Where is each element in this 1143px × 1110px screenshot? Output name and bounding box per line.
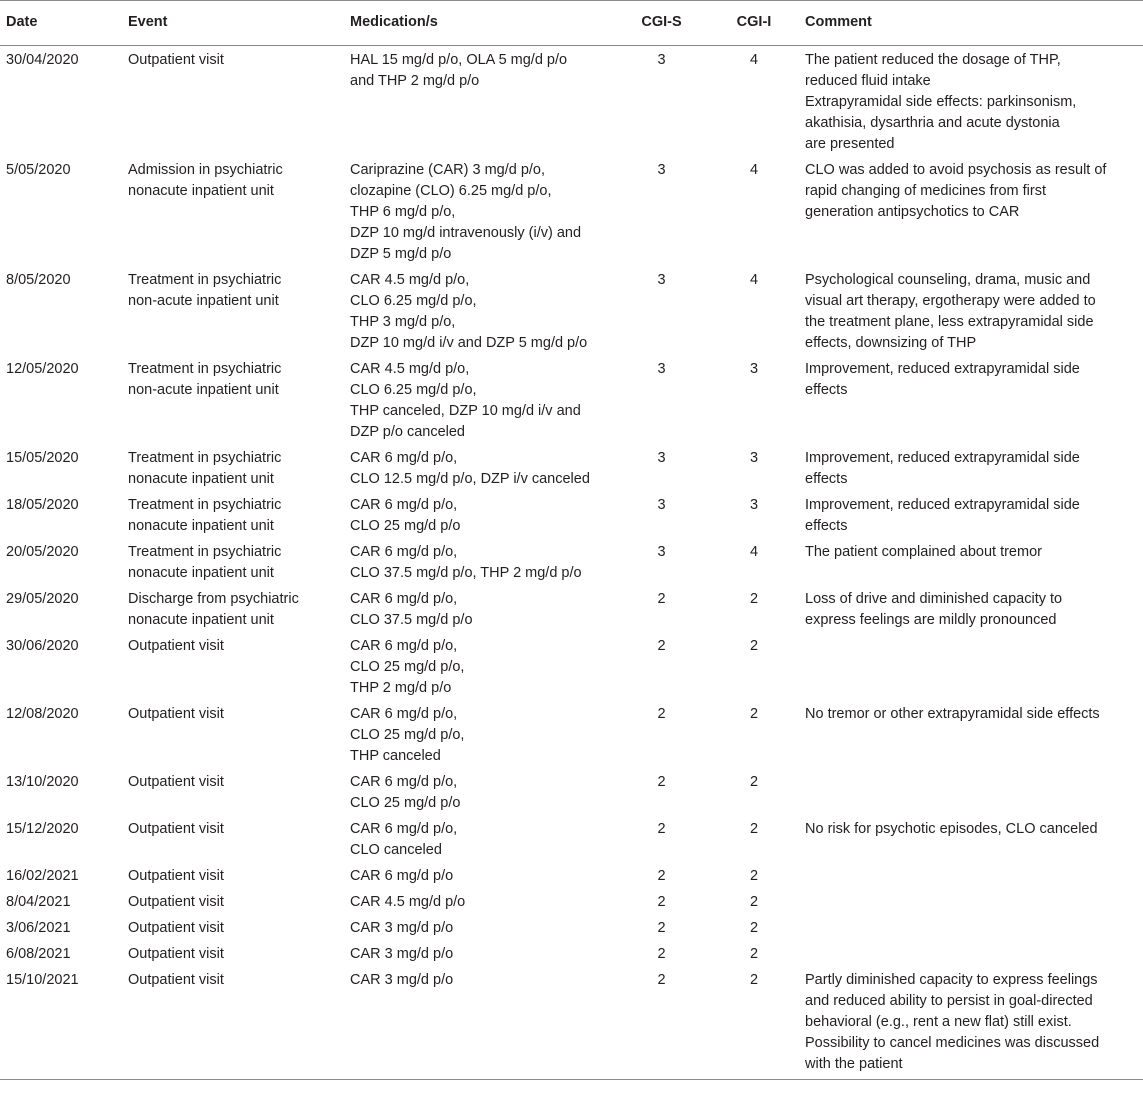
cell-cgi-s: 2 xyxy=(657,920,666,936)
cell-comment: The patient reduced the dosage of THP, reduced fluid intake Extrapyramidal side effects: parkinsonism, akathisia, dysarthria and acute dystonia are presented xyxy=(805,52,1077,152)
cell-comment xyxy=(799,940,1143,966)
cell-cgi-s: 3 xyxy=(657,162,666,178)
cell-cgi-i: 2 xyxy=(749,774,759,790)
cell-cgi-s: 3 xyxy=(657,361,666,377)
cell-medication: CAR 3 mg/d p/o xyxy=(350,946,454,962)
cell-event: Treatment in psychiatric nonacute inpatient unit xyxy=(128,544,282,581)
table-row xyxy=(0,156,1143,266)
cell-medication: CAR 6 mg/d p/o, CLO 12.5 mg/d p/o, DZP i/v canceled xyxy=(350,450,590,487)
cell-medication: CAR 6 mg/d p/o, CLO 25 mg/d p/o, THP 2 mg/d p/o xyxy=(350,638,465,696)
cell-comment xyxy=(799,914,1143,940)
table-row xyxy=(0,966,1143,1080)
cell-cgi-i: 3 xyxy=(749,361,759,377)
cell-date: 30/04/2020 xyxy=(6,52,79,68)
cell-event: Treatment in psychiatric nonacute inpatient unit xyxy=(128,450,282,487)
cell-medication: CAR 4.5 mg/d p/o, CLO 6.25 mg/d p/o, THP canceled, DZP 10 mg/d i/v and DZP p/o canceled xyxy=(350,361,581,440)
cell-cgi-i: 2 xyxy=(749,946,759,962)
cell-event: Admission in psychiatric nonacute inpatient unit xyxy=(128,162,283,199)
cell-cgi-s: 3 xyxy=(657,450,666,466)
cell-date: 29/05/2020 xyxy=(6,591,79,607)
cell-cgi-s: 3 xyxy=(657,497,666,513)
cell-date: 15/10/2021 xyxy=(0,966,122,1080)
cell-date: 30/06/2020 xyxy=(6,638,79,654)
cell-medication: HAL 15 mg/d p/o, OLA 5 mg/d p/o and THP 2 mg/d p/o xyxy=(350,52,568,89)
cell-comment: Improvement, reduced extrapyramidal side effects xyxy=(805,450,1080,487)
cell-event: Outpatient visit xyxy=(128,894,224,910)
table-body xyxy=(0,46,1143,1080)
cell-date: 3/06/2021 xyxy=(6,920,71,936)
cell-comment xyxy=(799,888,1143,914)
cell-cgi-s: 3 xyxy=(657,52,666,68)
cell-medication: CAR 6 mg/d p/o, CLO 25 mg/d p/o xyxy=(350,497,461,534)
cell-event: Outpatient visit xyxy=(122,966,344,1080)
table-row xyxy=(0,585,1143,632)
cell-medication: CAR 6 mg/d p/o xyxy=(350,868,454,884)
cell-date: 15/05/2020 xyxy=(6,450,79,466)
cell-cgi-i: 4 xyxy=(749,162,759,178)
cell-medication: CAR 6 mg/d p/o, CLO 25 mg/d p/o, THP canceled xyxy=(350,706,465,764)
cell-event: Outpatient visit xyxy=(128,52,224,68)
table-row xyxy=(0,46,1143,157)
cell-comment xyxy=(799,862,1143,888)
table-row xyxy=(0,862,1143,888)
cell-cgi-s: 2 xyxy=(657,706,666,722)
cell-date: 6/08/2021 xyxy=(6,946,71,962)
cell-date: 12/08/2020 xyxy=(6,706,79,722)
cell-cgi-s: 2 xyxy=(657,946,666,962)
cell-medication: CAR 4.5 mg/d p/o, CLO 6.25 mg/d p/o, THP 3 mg/d p/o, DZP 10 mg/d i/v and DZP 5 mg/d p/o xyxy=(350,272,588,351)
cell-date: 20/05/2020 xyxy=(6,544,79,560)
cell-medication: CAR 6 mg/d p/o, CLO 25 mg/d p/o xyxy=(350,774,461,811)
cell-medication: CAR 6 mg/d p/o, CLO 37.5 mg/d p/o, THP 2 mg/d p/o xyxy=(350,544,582,581)
header-date: Date xyxy=(0,1,122,46)
cell-cgi-i: 4 xyxy=(749,544,759,560)
cell-cgi-i: 2 xyxy=(749,920,759,936)
cell-date: 13/10/2020 xyxy=(6,774,79,790)
cell-event: Outpatient visit xyxy=(128,638,224,654)
cell-cgi-s: 2 xyxy=(657,638,666,654)
cell-cgi-s: 3 xyxy=(657,272,666,288)
cell-cgi-i: 2 xyxy=(749,821,759,837)
table-row xyxy=(0,940,1143,966)
cell-comment xyxy=(799,768,1143,815)
header-cgi-s: CGI-S xyxy=(614,1,709,46)
table-row xyxy=(0,914,1143,940)
table-row xyxy=(0,266,1143,355)
table-row xyxy=(0,491,1143,538)
table-row xyxy=(0,700,1143,768)
cell-comment: No tremor or other extrapyramidal side effects xyxy=(805,706,1100,722)
cell-comment: No risk for psychotic episodes, CLO canceled xyxy=(805,821,1098,837)
cell-cgi-i: 2 xyxy=(709,966,799,1080)
cell-event: Outpatient visit xyxy=(128,706,224,722)
cell-cgi-i: 3 xyxy=(749,450,759,466)
cell-comment xyxy=(799,632,1143,700)
cell-event: Treatment in psychiatric non-acute inpatient unit xyxy=(128,272,282,309)
cell-date: 16/02/2021 xyxy=(6,868,79,884)
cell-cgi-s: 2 xyxy=(657,774,666,790)
cell-event: Treatment in psychiatric non-acute inpatient unit xyxy=(128,361,282,398)
cell-event: Discharge from psychiatric nonacute inpatient unit xyxy=(128,591,299,628)
cell-medication: CAR 3 mg/d p/o xyxy=(350,920,454,936)
cell-comment: Improvement, reduced extrapyramidal side effects xyxy=(805,361,1080,398)
cell-medication: CAR 6 mg/d p/o, CLO canceled xyxy=(350,821,458,858)
cell-medication: CAR 6 mg/d p/o, CLO 37.5 mg/d p/o xyxy=(350,591,473,628)
cell-cgi-i: 2 xyxy=(749,591,759,607)
cell-cgi-i: 2 xyxy=(749,894,759,910)
cell-date: 8/05/2020 xyxy=(6,272,71,288)
cell-cgi-i: 3 xyxy=(749,497,759,513)
header-event: Event xyxy=(122,1,344,46)
cell-date: 8/04/2021 xyxy=(6,894,71,910)
cell-comment: CLO was added to avoid psychosis as result of rapid changing of medicines from first generation antipsychotics to CAR xyxy=(805,162,1107,220)
cell-cgi-i: 2 xyxy=(749,706,759,722)
cell-cgi-i: 4 xyxy=(749,272,759,288)
cell-cgi-s: 2 xyxy=(614,966,709,1080)
cell-date: 15/12/2020 xyxy=(6,821,79,837)
cell-comment: The patient complained about tremor xyxy=(805,544,1042,560)
cell-cgi-s: 2 xyxy=(657,591,666,607)
cell-comment: Improvement, reduced extrapyramidal side effects xyxy=(805,497,1080,534)
cell-cgi-i: 2 xyxy=(749,868,759,884)
cell-event: Outpatient visit xyxy=(128,821,224,837)
cell-date: 12/05/2020 xyxy=(6,361,79,377)
cell-event: Outpatient visit xyxy=(128,774,224,790)
cell-medication: CAR 4.5 mg/d p/o xyxy=(350,894,466,910)
table-row xyxy=(0,355,1143,444)
cell-event: Outpatient visit xyxy=(128,946,224,962)
cell-cgi-i: 2 xyxy=(749,638,759,654)
cell-event: Treatment in psychiatric nonacute inpatient unit xyxy=(128,497,282,534)
header-medication: Medication/s xyxy=(344,1,614,46)
cell-date: 18/05/2020 xyxy=(6,497,79,513)
cell-comment: Loss of drive and diminished capacity to express feelings are mildly pronounced xyxy=(805,591,1063,628)
cell-cgi-s: 2 xyxy=(657,894,666,910)
cell-comment: Partly diminished capacity to express feelings and reduced ability to persist in goal-directed behavioral (e.g., rent a new flat) still exist. Possibility to cancel medicines was discussed with the patient xyxy=(799,966,1143,1080)
header-cgi-i: CGI-I xyxy=(709,1,799,46)
cell-cgi-s: 2 xyxy=(657,868,666,884)
cell-medication: Cariprazine (CAR) 3 mg/d p/o, clozapine (CLO) 6.25 mg/d p/o, THP 6 mg/d p/o, DZP 10 mg/d intravenously (i/v) and DZP 5 mg/d p/o xyxy=(350,162,582,262)
cell-cgi-i: 4 xyxy=(749,52,759,68)
table-row xyxy=(0,815,1143,862)
table-row xyxy=(0,538,1143,585)
table-row xyxy=(0,768,1143,815)
cell-comment: Psychological counseling, drama, music and visual art therapy, ergotherapy were added to the treatment plane, less extrapyramidal side effects, downsizing of THP xyxy=(805,272,1096,351)
table-header xyxy=(0,1,1143,46)
header-row xyxy=(0,1,1143,46)
table-row xyxy=(0,444,1143,491)
table-row xyxy=(0,888,1143,914)
cell-event: Outpatient visit xyxy=(128,920,224,936)
header-comment: Comment xyxy=(799,1,1143,46)
cell-medication: CAR 3 mg/d p/o xyxy=(344,966,614,1080)
cell-cgi-s: 2 xyxy=(657,821,666,837)
cell-date: 5/05/2020 xyxy=(6,162,71,178)
cell-event: Outpatient visit xyxy=(128,868,224,884)
table-row xyxy=(0,632,1143,700)
cell-cgi-s: 3 xyxy=(657,544,666,560)
